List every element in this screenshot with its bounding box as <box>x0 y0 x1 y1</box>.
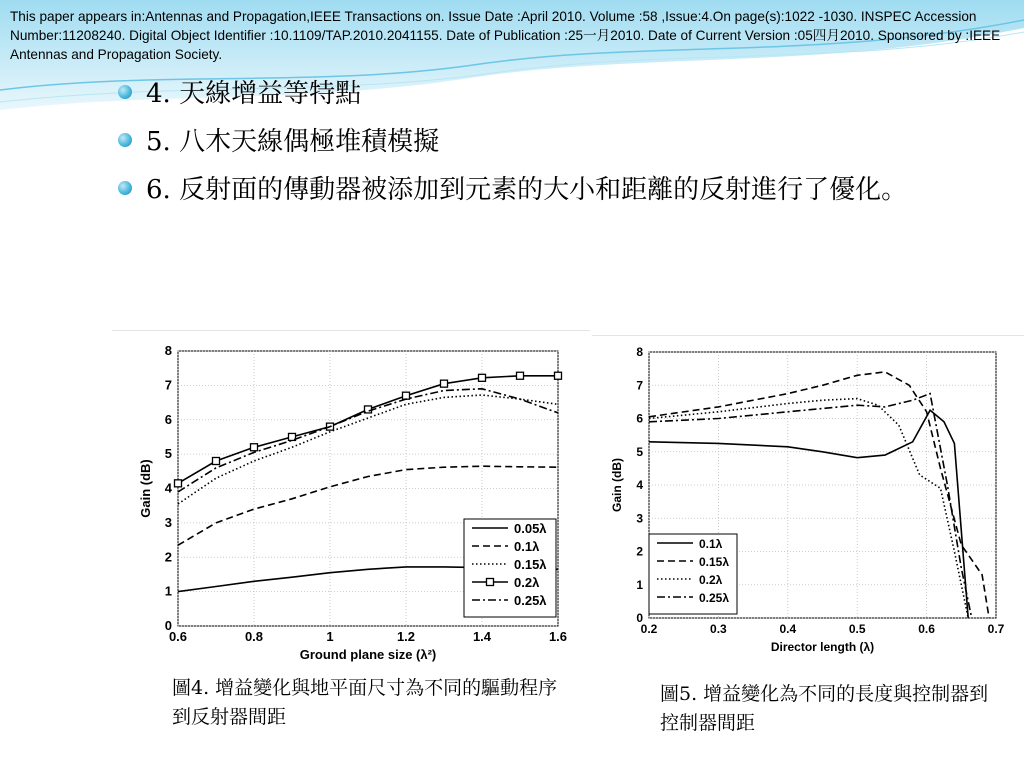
fig2-y-tick-label: 5 <box>636 444 643 459</box>
fig1-legend-label: 0.15λ <box>514 557 547 572</box>
fig2-y-tick-label: 7 <box>636 378 643 393</box>
bullet-icon <box>118 133 132 147</box>
fig2-y-tick-label: 3 <box>636 511 643 526</box>
fig2-x-axis-label: Director length (λ) <box>770 640 875 654</box>
bullet-text: 5. 八木天線偶極堆積模擬 <box>146 127 440 157</box>
fig1-x-tick-label: 0.8 <box>244 629 264 644</box>
figure-4-chart <box>112 330 590 666</box>
fig2-y-tick-label: 0 <box>636 611 643 625</box>
fig2-y-tick-label: 2 <box>636 544 643 559</box>
fig1-data-marker <box>517 372 524 379</box>
bullet-item <box>118 70 998 118</box>
fig1-data-marker <box>213 458 220 465</box>
fig2-x-tick-label: 0.5 <box>848 622 866 636</box>
fig1-y-tick-label: 8 <box>164 343 172 358</box>
fig1-x-tick-label: 1.6 <box>548 629 568 644</box>
fig1-y-tick-label: 6 <box>164 411 172 427</box>
fig1-data-marker <box>403 392 410 399</box>
fig1-y-axis-label: Gain (dB) <box>138 459 153 518</box>
bullet-text: 4. 天線增益等特點 <box>146 79 362 109</box>
fig1-legend-marker <box>487 579 494 586</box>
fig1-y-tick-label: 2 <box>164 549 172 565</box>
fig2-legend-label: 0.15λ <box>699 555 730 569</box>
fig1-legend-label: 0.1λ <box>514 539 540 554</box>
fig2-x-tick-label: 0.6 <box>918 622 935 636</box>
fig1-y-tick-label: 7 <box>164 377 172 393</box>
figure-5-chart <box>592 335 1024 656</box>
fig2-legend-label: 0.25λ <box>699 591 730 605</box>
bullet-text: 6. 反射面的傳動器被添加到元素的大小和距離的反射進行了優化。 <box>146 175 908 205</box>
figure-4-plot <box>112 331 590 666</box>
fig2-y-tick-label: 6 <box>636 411 643 426</box>
bullet-icon <box>118 85 132 99</box>
fig1-y-tick-label: 4 <box>164 480 172 496</box>
fig2-legend-label: 0.1λ <box>699 537 723 551</box>
fig2-y-axis-label: Gain (dB) <box>610 458 624 512</box>
fig1-data-marker <box>175 480 182 487</box>
fig1-y-tick-label: 3 <box>164 514 172 530</box>
fig1-y-tick-label: 5 <box>164 446 172 462</box>
fig2-y-tick-label: 8 <box>636 345 643 359</box>
figure-5-caption: 圖5. 增益變化為不同的長度與控制器到控制器間距 <box>660 683 989 734</box>
fig1-legend-label: 0.2λ <box>514 575 540 590</box>
fig1-x-axis-label: Ground plane size (λ²) <box>299 647 437 662</box>
fig1-y-tick-label: 1 <box>164 583 172 599</box>
fig2-x-tick-label: 0.3 <box>710 622 727 636</box>
fig1-legend-label: 0.25λ <box>514 593 547 608</box>
fig2-y-tick-label: 4 <box>636 478 643 492</box>
fig2-x-tick-label: 0.2 <box>640 622 658 636</box>
figure-5-plot <box>592 336 1024 656</box>
fig1-x-tick-label: 0.6 <box>168 629 188 644</box>
fig2-x-tick-label: 0.7 <box>987 622 1005 636</box>
fig1-data-marker <box>251 444 258 451</box>
fig1-legend-label: 0.05λ <box>514 521 547 536</box>
fig1-data-marker <box>555 372 562 379</box>
fig2-x-tick-label: 0.4 <box>779 622 797 636</box>
fig1-x-tick-label: 1.2 <box>396 629 416 644</box>
figure-4-caption: 圖4. 增益變化與地平面尺寸為不同的驅動程序到反射器間距 <box>172 677 558 728</box>
fig2-legend-label: 0.2λ <box>699 573 723 587</box>
bullet-icon <box>118 181 132 195</box>
fig1-data-marker <box>479 374 486 381</box>
fig1-x-tick-label: 1.4 <box>472 629 492 644</box>
fig2-y-tick-label: 1 <box>636 577 643 592</box>
fig1-x-tick-label: 1 <box>326 629 334 644</box>
bullet-list <box>118 70 998 214</box>
bullet-item <box>118 118 998 166</box>
bullet-item <box>118 166 998 214</box>
fig1-y-tick-label: 0 <box>164 618 172 633</box>
fig1-data-marker <box>441 380 448 387</box>
paper-source-info: This paper appears in:Antennas and Propagation,IEEE Transactions on. Issue Date :April 2010. Volume :58 ,Issue:4.On page(s):1022 -1030. INSPEC Accession Number:11208240. Digital Object Identifier :10.1109/TAP.2010.2041155. Date of Publication :25一月2010. Date of Current Version :05四月2010. Sponsored by :IEEE Antennas and Propagation Society. <box>10 9 1001 63</box>
